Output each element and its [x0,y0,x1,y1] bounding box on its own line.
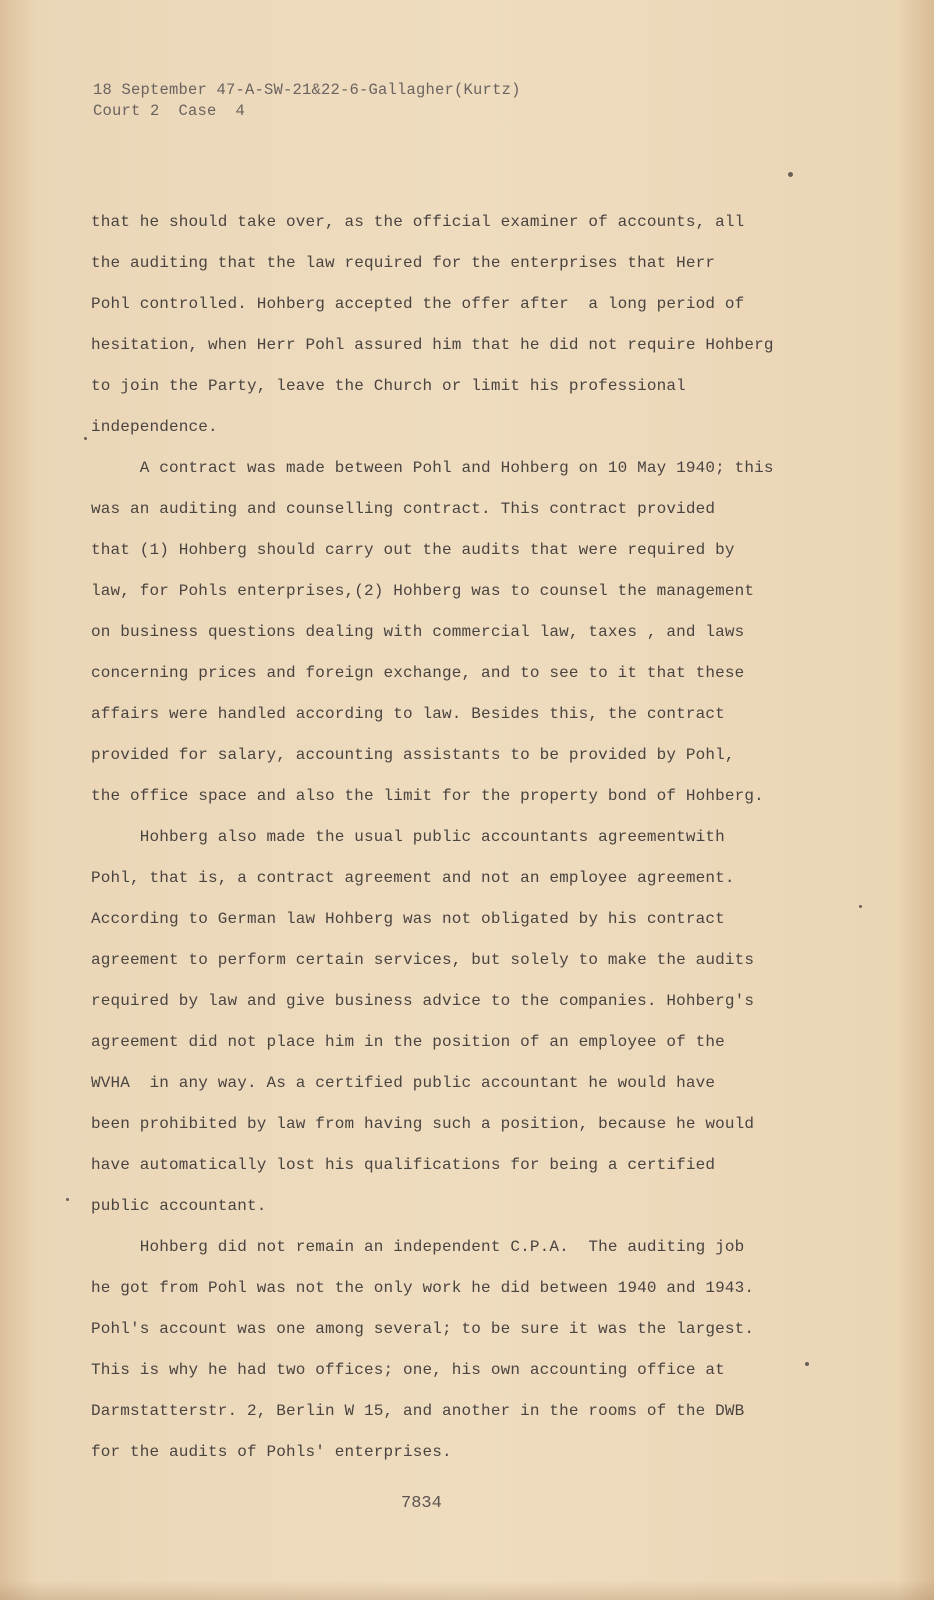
text-line: been prohibited by law from having such a position, because he would [91,1115,755,1133]
text-line: that (1) Hohberg should carry out the audits that were required by [91,541,735,559]
text-line: required by law and give business advice to the companies. Hohberg's [91,992,755,1010]
text-line: have automatically lost his qualifications for being a certified [91,1156,716,1174]
text-line: Pohl, that is, a contract agreement and not an employee agreement. [91,869,735,887]
text-line: independence. [91,418,218,436]
text-line: Pohl controlled. Hohberg accepted the offer after a long period of [91,295,745,313]
text-line: public accountant. [91,1197,267,1215]
text-line: Pohl's account was one among several; to be sure it was the largest. [91,1320,755,1338]
text-line: to join the Party, leave the Church or limit his professional [91,377,686,395]
ink-speck [859,905,862,908]
paragraph-2 [91,448,921,817]
text-line: the auditing that the law required for the enterprises that Herr [91,254,716,272]
text-line: Darmstatterstr. 2, Berlin W 15, and another in the rooms of the DWB [91,1402,745,1420]
text-line: hesitation, when Herr Pohl assured him that he did not require Hohberg [91,336,774,354]
text-line: the office space and also the limit for the property bond of Hohberg. [91,787,764,805]
ink-speck [84,437,87,440]
text-line: A contract was made between Pohl and Hohberg on 10 May 1940; this [91,459,774,477]
text-line: Hohberg did not remain an independent C.P.A. The auditing job [91,1238,745,1256]
text-line: agreement to perform certain services, but solely to make the audits [91,951,755,969]
document-header [93,80,521,122]
ink-speck [66,1198,69,1201]
text-line: on business questions dealing with commercial law, taxes , and laws [91,623,745,641]
header-line-date-reference: 18 September 47-A-SW-21&22-6-Gallagher(Kurtz) [93,81,521,99]
text-line: According to German law Hohberg was not obligated by his contract [91,910,725,928]
text-line: Hohberg also made the usual public accountants agreementwith [91,828,725,846]
text-line: concerning prices and foreign exchange, and to see to it that these [91,664,745,682]
text-line: was an auditing and counselling contract. This contract provided [91,500,716,518]
document-body [91,202,921,1473]
page-number: 7834 [401,1494,442,1513]
text-line: he got from Pohl was not the only work he did between 1940 and 1943. [91,1279,755,1297]
text-line: affairs were handled according to law. Besides this, the contract [91,705,725,723]
paragraph-4 [91,1227,921,1473]
text-line: that he should take over, as the official examiner of accounts, all [91,213,745,231]
paragraph-1 [91,202,921,448]
text-line: WVHA in any way. As a certified public accountant he would have [91,1074,716,1092]
text-line: law, for Pohls enterprises,(2) Hohberg was to counsel the management [91,582,755,600]
text-line: for the audits of Pohls' enterprises. [91,1443,452,1461]
text-line: provided for salary, accounting assistants to be provided by Pohl, [91,746,735,764]
text-line: agreement did not place him in the position of an employee of the [91,1033,725,1051]
header-line-court-case: Court 2 Case 4 [93,102,246,120]
page-edge-shadow [0,1580,934,1600]
ink-speck [805,1362,809,1366]
ink-speck [788,172,793,177]
text-line: This is why he had two offices; one, his own accounting office at [91,1361,725,1379]
paragraph-3 [91,817,921,1227]
